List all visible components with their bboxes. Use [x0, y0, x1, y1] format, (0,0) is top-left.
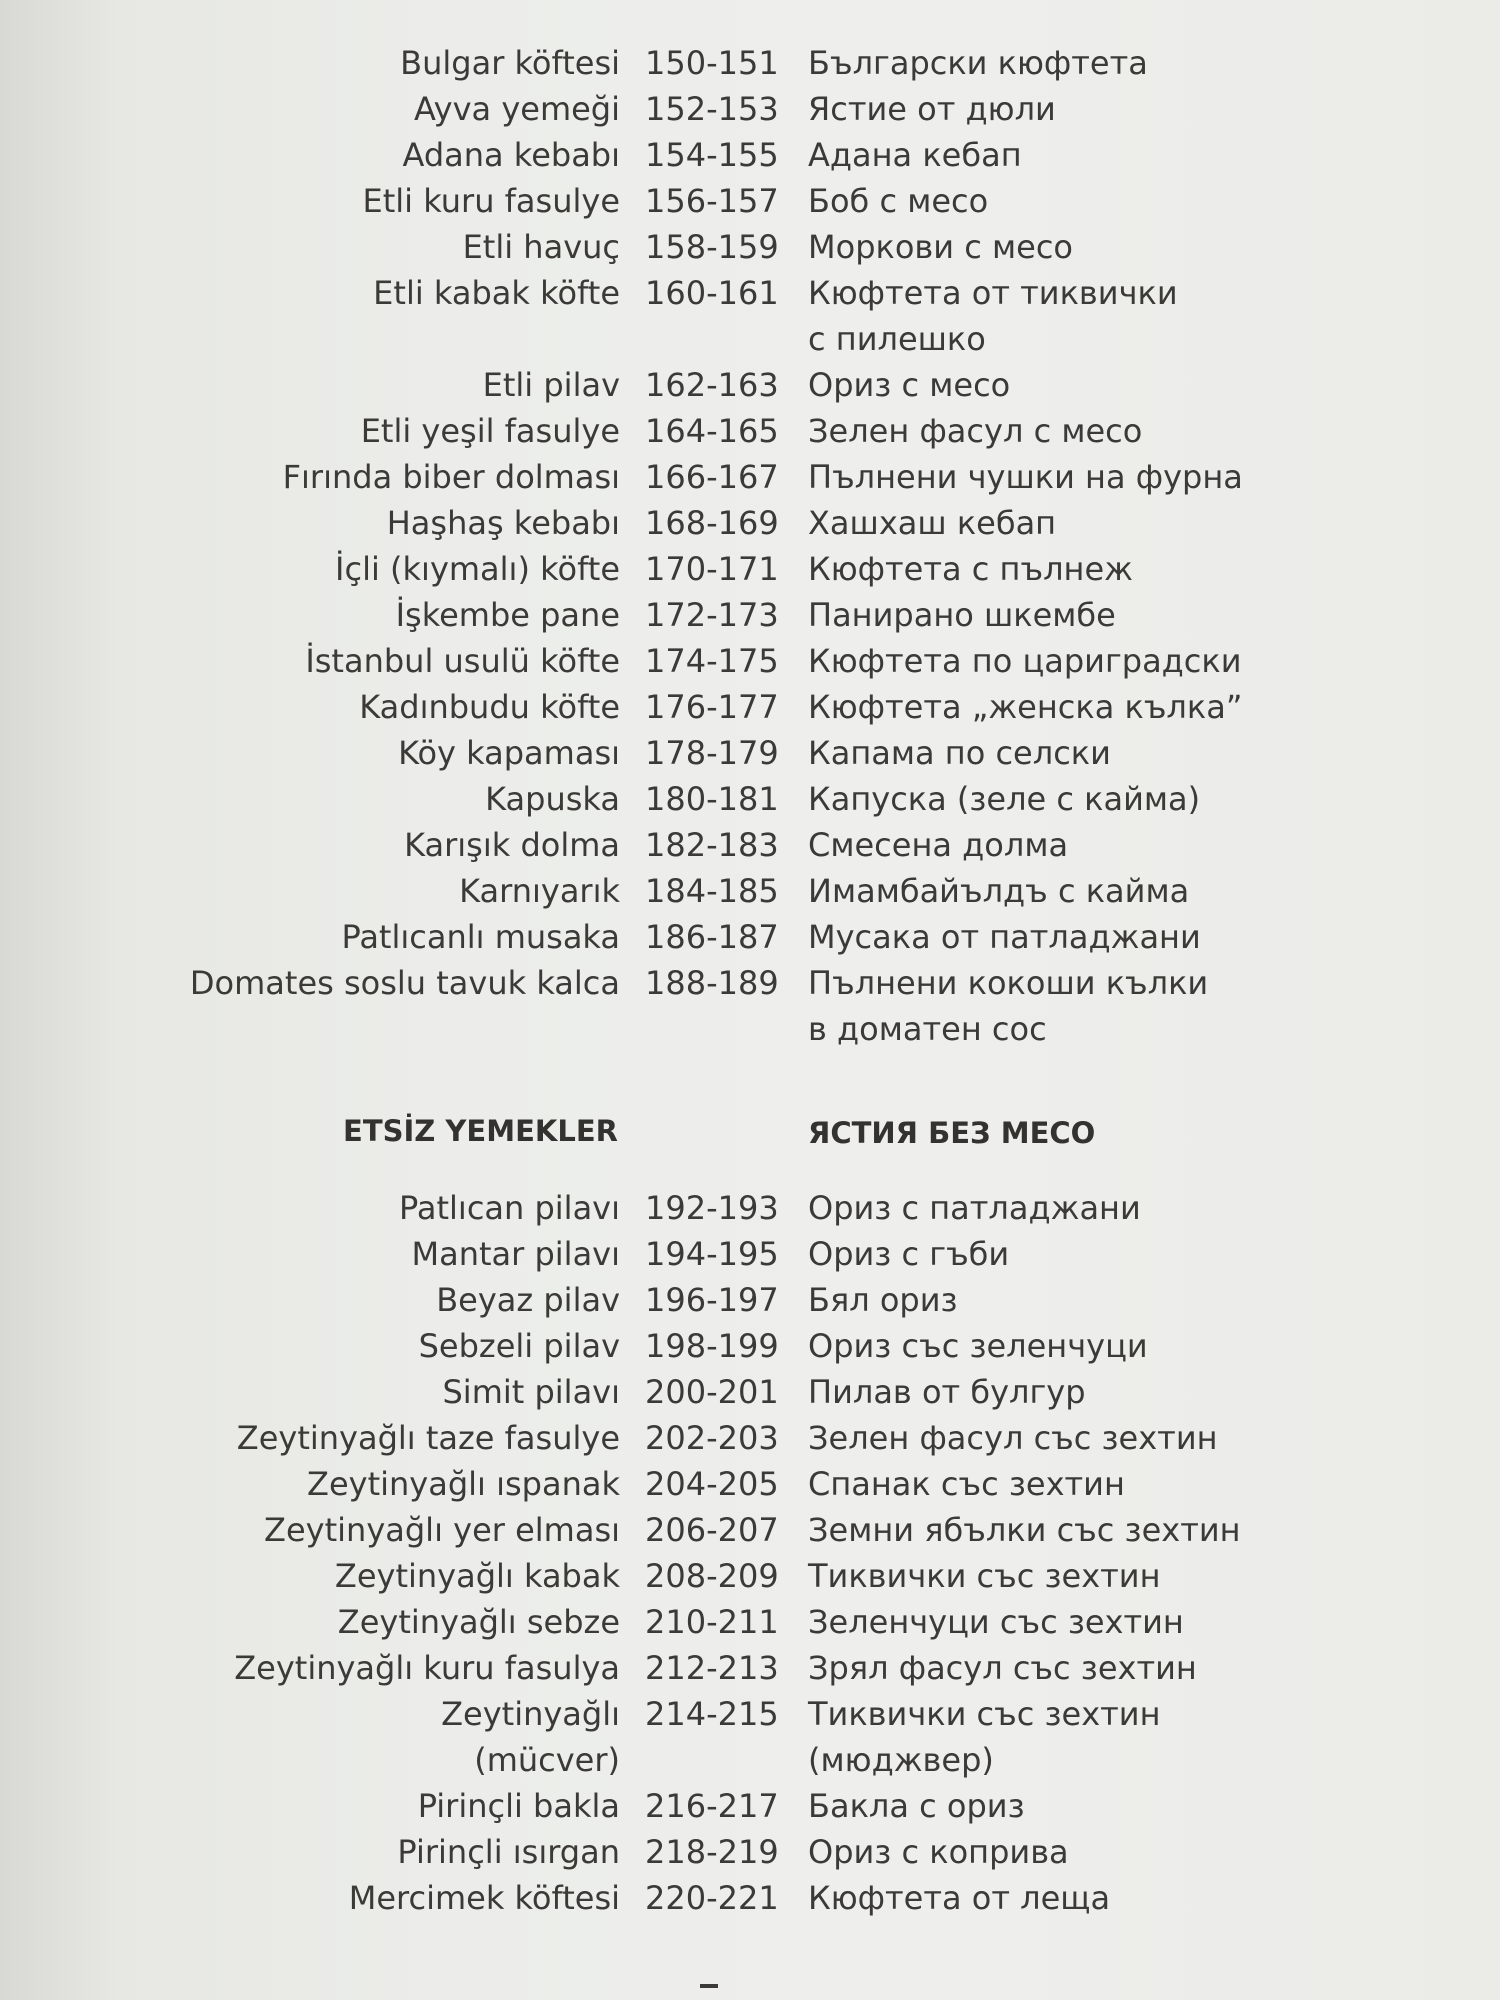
page-range: 180-181 [645, 780, 779, 818]
list-item [0, 1829, 1500, 1875]
bulgarian-title: Тиквички със зехтин [808, 1557, 1161, 1595]
page-range: 188-189 [645, 964, 779, 1002]
page-range: 196-197 [645, 1281, 779, 1319]
bulgarian-title: Тиквички със зехтин [808, 1695, 1161, 1733]
bulgarian-title: Моркови с месо [808, 228, 1073, 266]
page-range: 184-185 [645, 872, 779, 910]
bulgarian-title: Спанак със зехтин [808, 1465, 1125, 1503]
bulgarian-title: Ориз с патладжани [808, 1189, 1141, 1227]
page-range: 210-211 [645, 1603, 779, 1641]
turkish-title: (mücver) [474, 1741, 620, 1779]
turkish-title: Kapuska [485, 780, 620, 818]
page-range: 168-169 [645, 504, 779, 542]
section-heading-turkish: ETSİZ YEMEKLER [343, 1114, 618, 1148]
turkish-title: Karnıyarık [459, 872, 620, 910]
list-item [0, 1691, 1500, 1737]
list-item-continuation [0, 1737, 1500, 1783]
bulgarian-title: Кюфтета от леща [808, 1879, 1111, 1917]
page-range: 172-173 [645, 596, 779, 634]
turkish-title: Sebzeli pilav [418, 1327, 620, 1365]
page-range: 158-159 [645, 228, 779, 266]
turkish-title: İstanbul usulü köfte [305, 642, 620, 680]
bulgarian-title: Имамбайълдъ с кайма [808, 872, 1190, 910]
list-item [0, 1369, 1500, 1415]
turkish-title: Domates soslu tavuk kalca [189, 964, 620, 1002]
page-range: 202-203 [645, 1419, 779, 1457]
bulgarian-title: с пилешко [808, 320, 986, 358]
turkish-title: Ayva yemeği [413, 90, 620, 128]
turkish-title: Pirinçli ısırgan [397, 1833, 620, 1871]
turkish-title: Mercimek köftesi [348, 1879, 620, 1917]
page-range: 182-183 [645, 826, 779, 864]
list-item [0, 1277, 1500, 1323]
bulgarian-title: Зеленчуци със зехтин [808, 1603, 1184, 1641]
page-range: 170-171 [645, 550, 779, 588]
page-range: 204-205 [645, 1465, 779, 1503]
turkish-title: Beyaz pilav [436, 1281, 620, 1319]
bulgarian-title: Пълнени кокоши кълки [808, 964, 1209, 1002]
bulgarian-title: Земни ябълки със зехтин [808, 1511, 1241, 1549]
page-range: 206-207 [645, 1511, 779, 1549]
page-range: 174-175 [645, 642, 779, 680]
bulgarian-title: Ястие от дюли [808, 90, 1056, 128]
page-range: 214-215 [645, 1695, 779, 1733]
list-item [0, 1461, 1500, 1507]
turkish-title: Haşhaş kebabı [386, 504, 620, 542]
bulgarian-title: Ориз със зеленчуци [808, 1327, 1148, 1365]
list-item [0, 1875, 1500, 1921]
bulgarian-title: Бакла с ориз [808, 1787, 1025, 1825]
bulgarian-title: Зелен фасул със зехтин [808, 1419, 1218, 1457]
turkish-title: İçli (kıymalı) köfte [335, 550, 620, 588]
bulgarian-title: Ориз с коприва [808, 1833, 1069, 1871]
list-item [0, 1507, 1500, 1553]
page-range: 154-155 [645, 136, 779, 174]
bulgarian-title: Български кюфтета [808, 44, 1148, 82]
page-range: 166-167 [645, 458, 779, 496]
turkish-title: Bulgar köftesi [400, 44, 620, 82]
turkish-title: Zeytinyağlı kuru fasulya [234, 1649, 620, 1687]
bulgarian-title: Зрял фасул със зехтин [808, 1649, 1197, 1687]
turkish-title: Zeytinyağlı yer elması [264, 1511, 620, 1549]
page-range: 212-213 [645, 1649, 779, 1687]
turkish-title: Simit pilavı [442, 1373, 620, 1411]
bulgarian-title: Панирано шкембе [808, 596, 1116, 634]
turkish-title: Karışık dolma [404, 826, 620, 864]
bulgarian-title: Ориз с месо [808, 366, 1011, 404]
bulgarian-title: Пълнени чушки на фурна [808, 458, 1243, 496]
bulgarian-title: Кюфтета по цариградски [808, 642, 1242, 680]
list-item [0, 1185, 1500, 1231]
list-item [0, 1783, 1500, 1829]
section-heading-bulgarian: ЯСТИЯ БЕЗ МЕСО [808, 1116, 1096, 1150]
bulgarian-title: Кюфтета от тиквички [808, 274, 1178, 312]
bulgarian-title: Адана кебап [808, 136, 1022, 174]
bulgarian-title: (мюджвер) [808, 1741, 994, 1779]
turkish-title: Köy kapaması [398, 734, 620, 772]
page-range: 198-199 [645, 1327, 779, 1365]
bulgarian-title: Боб с месо [808, 182, 989, 220]
bulgarian-title: Зелен фасул с месо [808, 412, 1143, 450]
turkish-title: Etli kabak köfte [373, 274, 620, 312]
turkish-title: Etli kuru fasulye [362, 182, 620, 220]
list-item [0, 1645, 1500, 1691]
turkish-title: Fırında biber dolması [282, 458, 620, 496]
turkish-title: Adana kebabı [402, 136, 620, 174]
page-range: 186-187 [645, 918, 779, 956]
page-range: 216-217 [645, 1787, 779, 1825]
turkish-title: İşkembe pane [395, 596, 620, 634]
turkish-title: Zeytinyağlı sebze [337, 1603, 620, 1641]
page-range: 200-201 [645, 1373, 779, 1411]
bulgarian-title: Мусака от патладжани [808, 918, 1201, 956]
list-item [0, 1415, 1500, 1461]
page-range: 160-161 [645, 274, 779, 312]
page-range: 162-163 [645, 366, 779, 404]
bulgarian-title: Ориз с гъби [808, 1235, 1010, 1273]
bulgarian-title: Бял ориз [808, 1281, 958, 1319]
page-range: 192-193 [645, 1189, 779, 1227]
list-item [0, 1599, 1500, 1645]
bulgarian-title: Капама по селски [808, 734, 1111, 772]
list-item [0, 1553, 1500, 1599]
turkish-title: Kadınbudu köfte [359, 688, 620, 726]
list-item [0, 1231, 1500, 1277]
bulgarian-title: Хашхаш кебап [808, 504, 1057, 542]
page-range: 194-195 [645, 1235, 779, 1273]
turkish-title: Pirinçli bakla [417, 1787, 620, 1825]
bulgarian-title: Кюфтета „женска кълка” [808, 688, 1243, 726]
turkish-title: Etli yeşil fasulye [360, 412, 620, 450]
turkish-title: Patlıcanlı musaka [341, 918, 620, 956]
bulgarian-title: Капуска (зеле с кайма) [808, 780, 1201, 818]
page-number-fragment [700, 1984, 718, 1988]
page-range: 208-209 [645, 1557, 779, 1595]
turkish-title: Etli pilav [482, 366, 620, 404]
page-range: 156-157 [645, 182, 779, 220]
turkish-title: Zeytinyağlı ıspanak [307, 1465, 620, 1503]
turkish-title: Zeytinyağlı kabak [334, 1557, 620, 1595]
bulgarian-title: Смесена долма [808, 826, 1069, 864]
page-range: 152-153 [645, 90, 779, 128]
page-range: 176-177 [645, 688, 779, 726]
page-range: 164-165 [645, 412, 779, 450]
bulgarian-title: Кюфтета с пълнеж [808, 550, 1133, 588]
bulgarian-title: Пилав от булгур [808, 1373, 1086, 1411]
list-item [0, 1323, 1500, 1369]
page-range: 150-151 [645, 44, 779, 82]
turkish-title: Patlıcan pilavı [399, 1189, 620, 1227]
turkish-title: Zeytinyağlı taze fasulye [236, 1419, 620, 1457]
turkish-title: Mantar pilavı [411, 1235, 620, 1273]
turkish-title: Zeytinyağlı [441, 1695, 620, 1733]
turkish-title: Etli havuç [462, 228, 620, 266]
page-range: 220-221 [645, 1879, 779, 1917]
page-range: 178-179 [645, 734, 779, 772]
page-range: 218-219 [645, 1833, 779, 1871]
bulgarian-title: в доматен сос [808, 1010, 1047, 1048]
